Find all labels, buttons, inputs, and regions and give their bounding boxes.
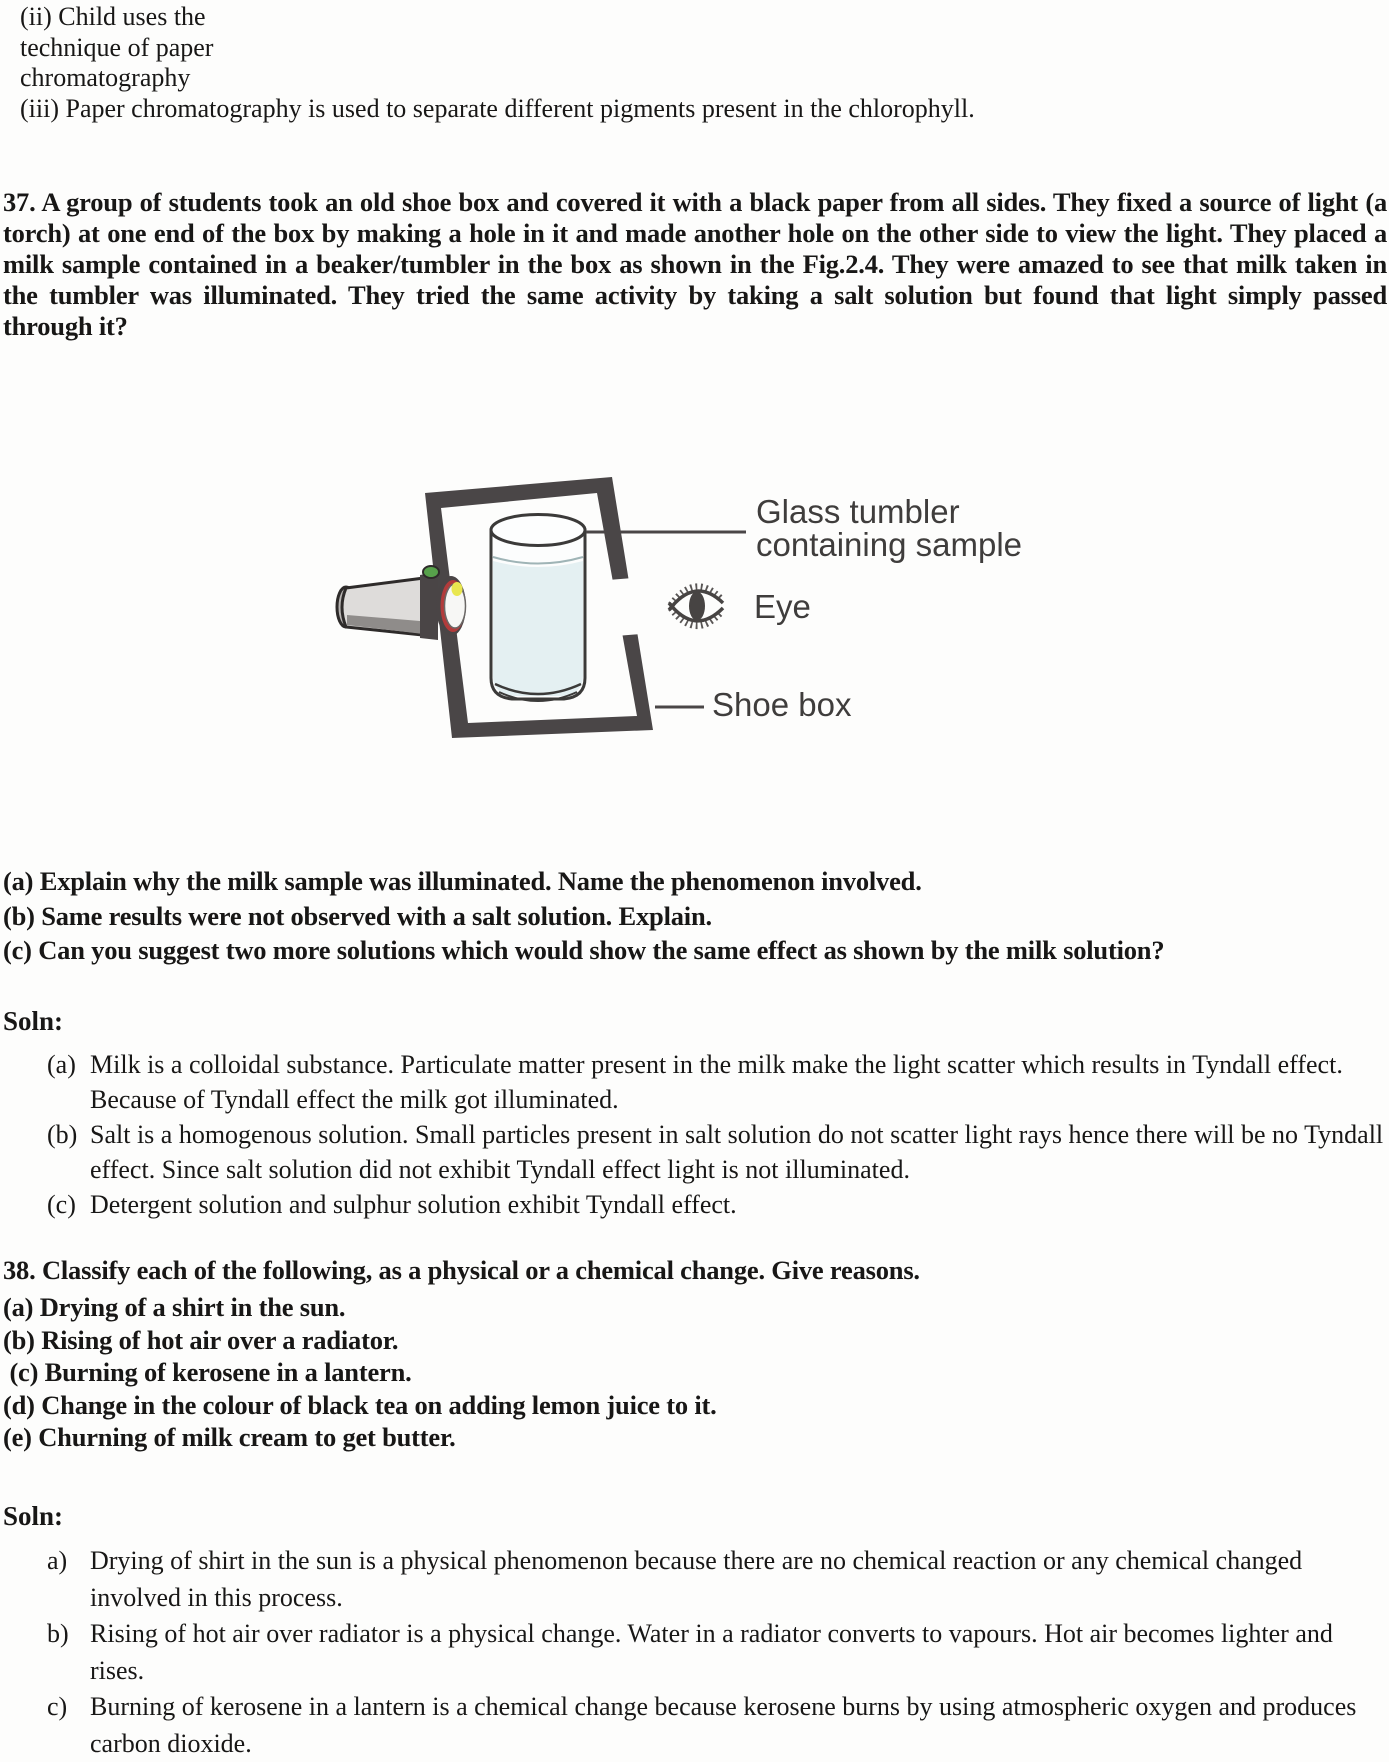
soln-item bbox=[0, 1187, 1389, 1222]
soln-item-marker: (b) bbox=[47, 1120, 78, 1149]
tumbler-liquid bbox=[493, 561, 583, 696]
label-glass-tumbler-line1: Glass tumbler bbox=[756, 493, 960, 530]
intro-line: technique of paper bbox=[20, 32, 214, 62]
torch-lens-glow bbox=[452, 582, 463, 596]
question-38-item: (d) Change in the colour of black tea on adding lemon juice to it. bbox=[3, 1389, 717, 1420]
soln-item bbox=[0, 1047, 1389, 1117]
soln-item-marker: b) bbox=[47, 1619, 69, 1648]
question-38-item: (e) Churning of milk cream to get butter. bbox=[3, 1422, 456, 1452]
document-page bbox=[0, 2, 1389, 1758]
soln-item-text: Salt is a homogenous solution. Small particles present in salt solution do not scatter light rays hence there will be no Tyndall effect. Since salt solution did not exhibit Tyndall effect light is not illuminated. bbox=[90, 1120, 1384, 1184]
soln-item bbox=[0, 1117, 1389, 1187]
soln-item bbox=[0, 1616, 1389, 1689]
question-38-items bbox=[3, 1294, 1389, 1450]
soln-item-marker: a) bbox=[47, 1546, 68, 1575]
soln-item-marker: c) bbox=[47, 1692, 68, 1721]
soln-item-text: Milk is a colloidal substance. Particulate matter present in the milk make the light scatter which results in Tyndall effect. Because of Tyndall effect the milk got illuminated. bbox=[90, 1050, 1343, 1114]
question-38-item: (b) Rising of hot air over a radiator. bbox=[3, 1324, 399, 1355]
question-37-text: 37. A group of students took an old shoe box and covered it with a black paper from all sides. They fixed a source of light (a torch) at one end of the box by making a hole in it and made another hole on the other side to view the light. They placed a milk sample contained in a beaker/tumbler in the box as shown in the Fig.2.4. They were amazed to see that milk taken in the tumbler was illuminated. They tried the same activity by taking a salt solution but found that light simply passed through it? bbox=[3, 187, 1387, 341]
intro-line: chromatography bbox=[20, 63, 191, 92]
torch-button bbox=[423, 566, 439, 578]
soln-item bbox=[0, 1689, 1389, 1762]
glass-tumbler bbox=[491, 515, 585, 702]
soln-item-text: Burning of kerosene in a lantern is a chemical change because kerosene burns by using atmospheric oxygen and produces carbon dioxide. bbox=[90, 1692, 1357, 1758]
shoe-box-diagram bbox=[0, 420, 1389, 750]
soln-item-text: Drying of shirt in the sun is a physical phenomenon because there are no chemical reaction or any chemical changed involved in this process. bbox=[90, 1546, 1303, 1612]
soln-item-text: Detergent solution and sulphur solution exhibit Tyndall effect. bbox=[90, 1190, 737, 1219]
label-shoe-box: Shoe box bbox=[712, 686, 852, 723]
question-38-heading: 38. Classify each of the following, as a physical or a chemical change. Give reasons. bbox=[3, 1255, 920, 1285]
intro-line: (ii) Child uses the bbox=[20, 2, 206, 31]
soln-37-heading: Soln: bbox=[3, 1006, 64, 1036]
soln-item bbox=[0, 1543, 1389, 1616]
question-38-item: (a) Drying of a shirt in the sun. bbox=[3, 1292, 346, 1322]
figure-2-4 bbox=[0, 420, 1389, 750]
soln-38-list bbox=[0, 1543, 1389, 1762]
question-37-parts bbox=[3, 868, 1389, 964]
soln-item-marker: (c) bbox=[47, 1190, 76, 1219]
soln-item-text: Rising of hot air over radiator is a physical change. Water in a radiator converts to vapours. Hot air becomes lighter and rises. bbox=[90, 1619, 1333, 1685]
soln-item-marker: (a) bbox=[47, 1050, 76, 1079]
question-part-c: (c) Can you suggest two more solutions which would show the same effect as shown by the milk solution? bbox=[3, 935, 1165, 965]
question-38-item: (c) Burning of kerosene in a lantern. bbox=[3, 1357, 412, 1387]
soln-38-heading: Soln: bbox=[3, 1501, 64, 1531]
label-eye: Eye bbox=[754, 588, 811, 625]
intro-block bbox=[20, 2, 1389, 124]
eye-hole bbox=[608, 578, 641, 636]
eye-icon bbox=[669, 587, 723, 626]
question-part-a: (a) Explain why the milk sample was illuminated. Name the phenomenon involved. bbox=[3, 866, 922, 896]
intro-line-iii: (iii) Paper chromatography is used to separate different pigments present in the chlorophyll. bbox=[20, 93, 975, 123]
question-part-b: (b) Same results were not observed with a salt solution. Explain. bbox=[3, 900, 712, 931]
label-glass-tumbler-line2: containing sample bbox=[756, 526, 1022, 563]
soln-37-list bbox=[0, 1047, 1389, 1222]
